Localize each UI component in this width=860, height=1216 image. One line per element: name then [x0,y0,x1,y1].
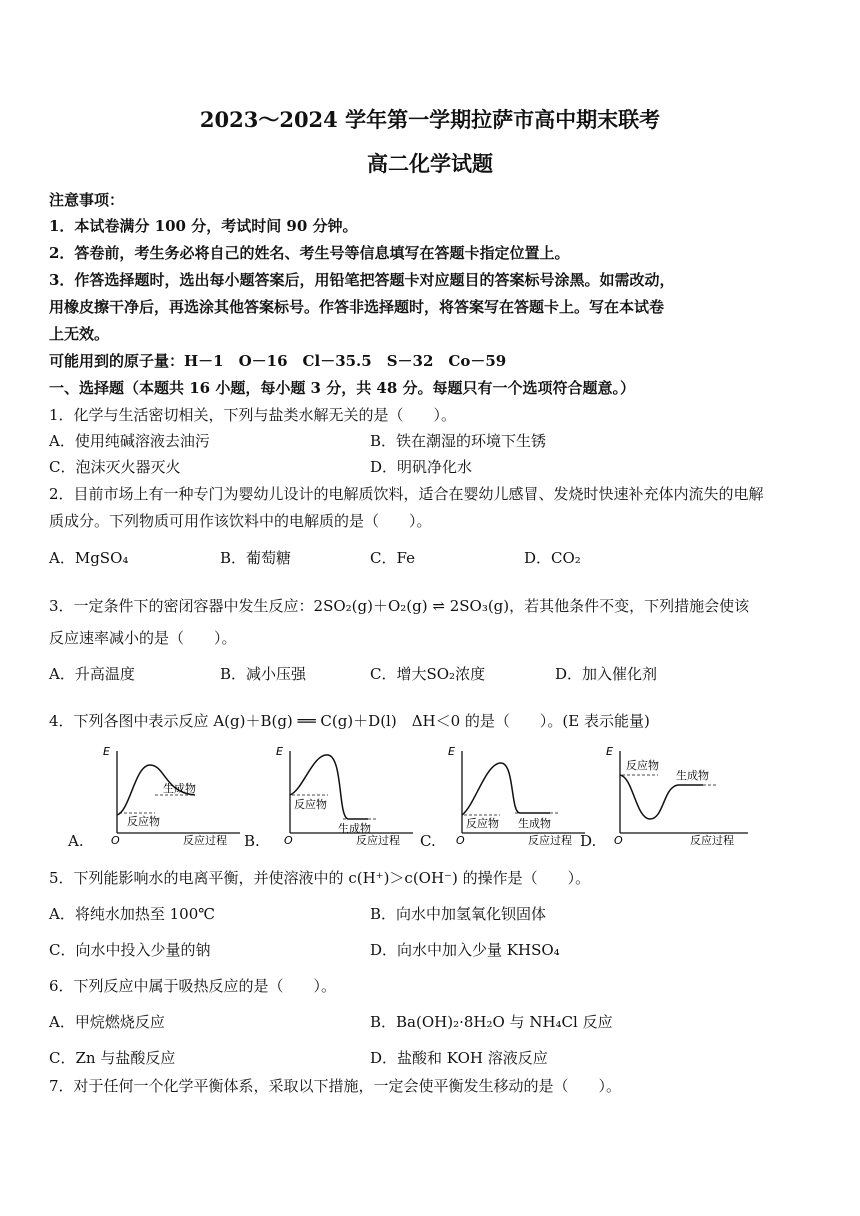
q4c-reactant-label: 反应物 [466,817,499,830]
q2-stem-line-2: 质成分。下列物质可用作该饮料中的电解质的是（ ）。 [49,512,432,530]
q4a-product-label: 生成物 [163,782,196,795]
q4d-origin: O [614,834,623,845]
q4a-reactant-label: 反应物 [127,815,160,828]
q4b-product-label: 生成物 [338,822,371,835]
q4-option-c-label: C. [420,832,436,850]
q7-stem: 7．对于任何一个化学平衡体系，采取以下措施，一定会使平衡发生移动的是（ ）。 [49,1077,622,1095]
note-2: 2．答卷前，考生务必将自己的姓名、考生号等信息填写在答题卡指定位置上。 [49,244,570,262]
q1-stem: 1．化学与生活密切相关，下列与盐类水解无关的是（ ）。 [49,406,457,424]
exam-subtitle: 高二化学试题 [367,151,493,176]
note-3-line-2: 用橡皮擦干净后，再选涂其他答案标号。作答非选择题时，将答案写在答题卡上。写在本试卷 [49,298,665,316]
q3-option-d: D．加入催化剂 [555,665,658,683]
q4d-product-label: 生成物 [676,769,709,782]
q3-option-a: A．升高温度 [49,665,135,683]
q6-option-a: A．甲烷燃烧反应 [49,1013,165,1031]
q6-option-c: C．Zn 与盐酸反应 [49,1049,176,1067]
q4c-origin: O [456,834,465,845]
section-1-heading: 一、选择题（本题共 16 小题，每小题 3 分，共 48 分。每题只有一个选项符合题意。） [49,379,636,397]
q4b-origin: O [284,834,293,845]
q4d-axis-x: 反应过程 [690,834,734,845]
exam-title: 2023～2024 学年第一学期拉萨市高中期末联考 [199,107,661,132]
q3-stem-line-1: 3．一定条件下的密闭容器中发生反应：2SO₂(g)＋O₂(g) ⇌ 2SO₃(g)，若其他条件不变，下列措施会使该 [49,597,750,615]
q2-option-b: B．葡萄糖 [220,549,292,567]
q6-option-d: D．盐酸和 KOH 溶液反应 [370,1049,548,1067]
q1-option-c: C．泡沫灭火器灭火 [49,458,181,476]
note-1: 1．本试卷满分 100 分，考试时间 90 分钟。 [49,217,358,235]
atomic-masses: 可能用到的原子量：H－1 O－16 Cl－35.5 S－32 Co－59 [49,352,507,370]
q6-stem: 6．下列反应中属于吸热反应的是（ ）。 [49,977,337,995]
q4c-axis-e: E [448,745,455,758]
q5-option-d: D．向水中加入少量 KHSO₄ [370,941,560,959]
q5-option-c: C．向水中投入少量的钠 [49,941,211,959]
q4-graph-b [268,745,418,845]
q4a-origin: O [111,834,120,845]
q1-option-a: A．使用纯碱溶液去油污 [49,432,210,450]
q4b-axis-e: E [276,745,283,758]
q2-stem-line-1: 2．目前市场上有一种专门为婴幼儿设计的电解质饮料，适合在婴幼儿感冒、发烧时快速补充体内流失的电解 [49,485,764,503]
q3-option-c: C．增大SO₂浓度 [370,665,486,683]
q4-option-a-label: A. [68,832,84,850]
q2-option-c: C．Fe [370,549,415,567]
q4d-axis-e: E [606,745,613,758]
q4-graph-a [95,745,245,845]
q2-option-d: D．CO₂ [524,549,581,567]
q4-graph-c [440,745,590,845]
q1-option-d: D．明矾净化水 [370,458,473,476]
q4-option-d-label: D. [580,832,597,850]
q1-option-b: B．铁在潮湿的环境下生锈 [370,432,547,450]
q4a-axis-x: 反应过程 [183,834,227,845]
q4c-product-label: 生成物 [518,817,551,830]
note-3-line-3: 上无效。 [49,325,110,343]
q3-option-b: B．减小压强 [220,665,307,683]
q4-stem: 4．下列各图中表示反应 A(g)＋B(g) ══ C(g)＋D(l) ΔH＜0 的是（ ）。(E 表示能量) [49,712,650,730]
q6-option-b: B．Ba(OH)₂·8H₂O 与 NH₄Cl 反应 [370,1013,613,1031]
q4d-reactant-label: 反应物 [626,759,659,772]
q5-option-a: A．将纯水加热至 100℃ [49,905,216,923]
notes-heading: 注意事项： [49,191,125,209]
q5-option-b: B．向水中加氢氧化钡固体 [370,905,547,923]
q3-stem-line-2: 反应速率减小的是（ ）。 [49,629,237,647]
q4a-axis-e: E [103,745,110,758]
q4-graph-d [598,745,758,845]
q2-option-a: A．MgSO₄ [49,549,129,567]
note-3-line-1: 3．作答选择题时，选出每小题答案后，用铅笔把答题卡对应题目的答案标号涂黑。如需改动， [49,271,675,289]
q4b-axis-x: 反应过程 [356,834,400,845]
q4c-axis-x: 反应过程 [528,834,572,845]
q5-stem: 5．下列能影响水的电离平衡，并使溶液中的 c(H⁺)＞c(OH⁻) 的操作是（ ）。 [49,869,591,887]
q4-option-b-label: B. [244,832,260,850]
q4b-reactant-label: 反应物 [294,798,327,811]
